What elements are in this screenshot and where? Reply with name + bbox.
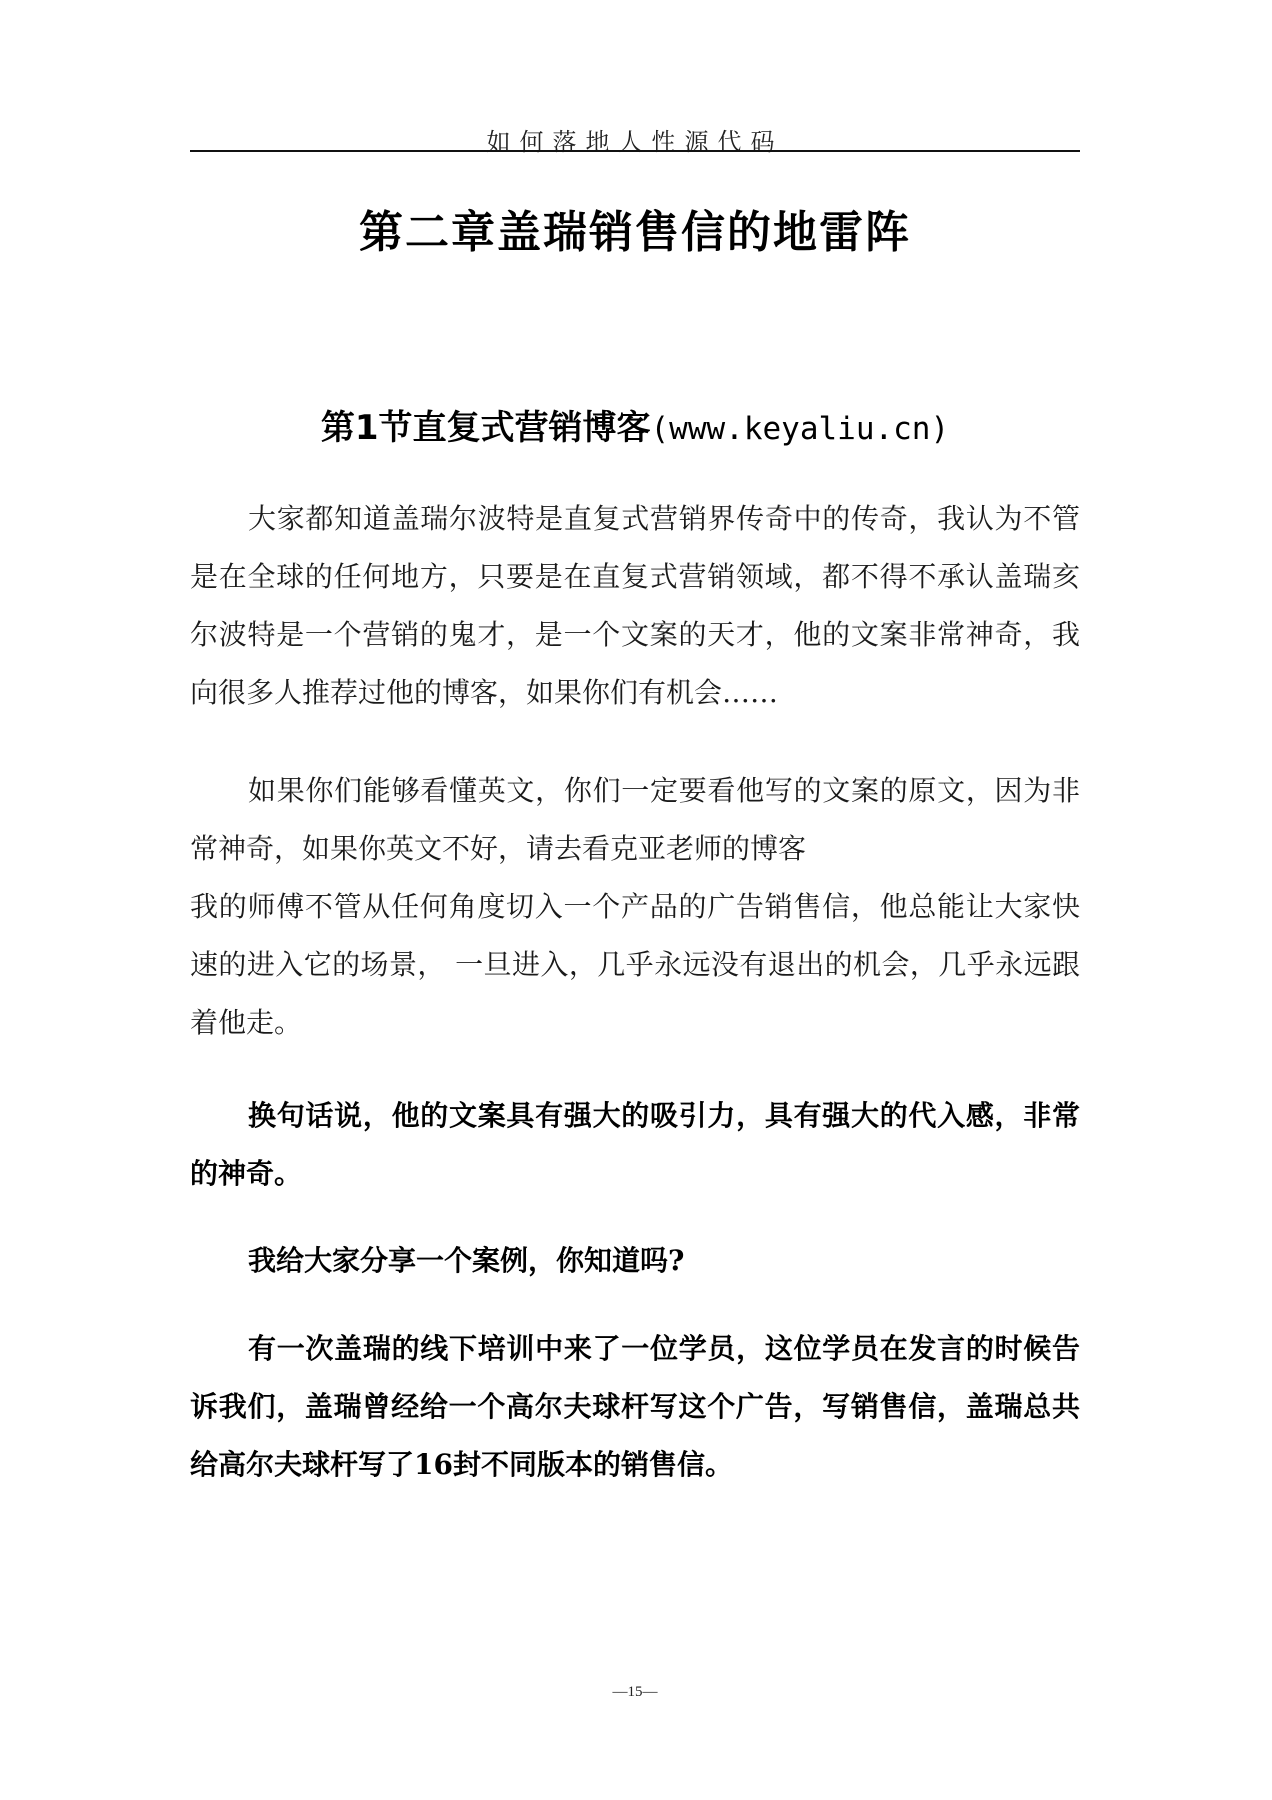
section-title-url: (www.keyaliu.cn) [650,411,950,447]
header-rule [190,150,1080,152]
chapter-title: 第二章盖瑞销售信的地雷阵 [359,207,911,258]
paragraph-2: 如果你们能够看懂英文，你们一定要看他写的文案的原文，因为非常神奇，如果你英文不好，请去看克亚老师的博客 [190,774,1080,865]
paragraph-group-4 [190,1232,1080,1290]
paragraph-5: 我给大家分享一个案例，你知道吗? [248,1244,685,1277]
paragraph-1: 大家都知道盖瑞尔波特是直复式营销界传奇中的传奇，我认为不管是在全球的任何地方，只要是在直复式营销领域，都不得不承认盖瑞亥尔波特是一个营销的鬼才，是一个文案的天才，他的文案非常神奇，我向很多人推荐过他的博客，如果你们有机会…… [190,502,1080,709]
page-number: —15— [612,1684,658,1700]
paragraph-4: 换句话说，他的文案具有强大的吸引力，具有强大的代入感，非常的神奇。 [190,1099,1080,1190]
paragraph-group-3 [190,1087,1080,1203]
paragraph-group-1 [190,490,1080,722]
paragraph-6: 有一次盖瑞的线下培训中来了一位学员，这位学员在发言的时候告诉我们，盖瑞曾经给一个高尔夫球杆写这个广告，写销售信，盖瑞总共给高尔夫球杆写了16封不同版本的销售信。 [190,1332,1080,1481]
paragraph-group-2 [190,762,1080,1052]
section-title [190,400,1080,449]
running-header: 如何落地人性源代码 [486,128,784,156]
paragraph-3: 我的师傅不管从任何角度切入一个产品的广告销售信，他总能让大家快速的进入它的场景， 一旦进入，几乎永远没有退出的机会，几乎永远跟着他走。 [190,890,1080,1039]
section-title-text: 第1节直复式营销博客 [320,408,651,448]
paragraph-group-5 [190,1320,1080,1494]
